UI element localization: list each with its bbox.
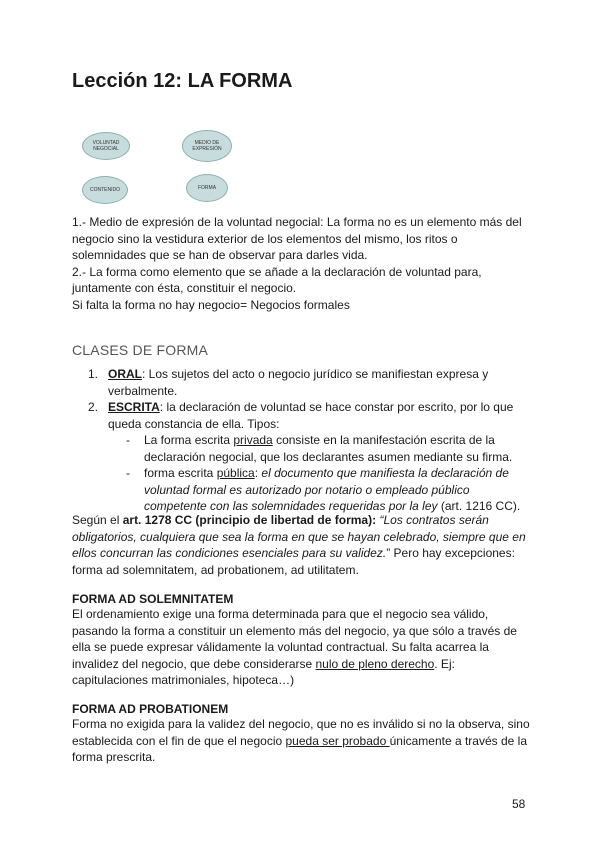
concept-diagram — [78, 128, 258, 212]
probationem-paragraph — [72, 716, 532, 766]
underlined-term: pública — [216, 466, 255, 480]
sub-text: La forma escrita — [144, 433, 234, 447]
sub-item-privada — [72, 432, 532, 465]
sub-dash: - — [126, 466, 130, 480]
list-item-oral — [72, 366, 532, 399]
sub-text: consiste en la manifestación escrita de la declaración negocial, que los declarantes asumen mediante su firma. — [144, 433, 513, 464]
list-item-escrita — [72, 399, 532, 432]
segun-text: Según el — [72, 513, 123, 527]
solemnitatem-paragraph — [72, 606, 532, 689]
diagram-bubble-voluntad: VOLUNTAD NEGOCIAL — [82, 132, 130, 160]
heading-solemnitatem: FORMA AD SOLEMNITATEM — [72, 592, 234, 606]
paragraph-text: . Ej: capitulaciones matrimoniales, hipoteca…) — [72, 656, 455, 687]
article-quote: “Los contratos serán obligatorios, cualquiera que sea la forma en que se hayan celebrado, siempre que en ellos concurran las condiciones esenciales para su validez. — [72, 513, 526, 560]
list-text: : Los sujetos del acto o negocio jurídico se manifiestan expresa y verbalmente. — [108, 367, 489, 398]
list-text: : la declaración de voluntad se hace constar por escrito, por lo que queda constancia de ella. Tipos: — [108, 400, 514, 431]
sub-text: (art. 1216 CC). — [437, 499, 521, 513]
segun-text: ” Pero hay excepciones: forma ad solemnitatem, ad probationem, ad utilitatem. — [72, 546, 515, 577]
underlined-term: pueda ser probado — [285, 733, 390, 748]
intro-section — [72, 214, 532, 313]
sub-text: forma escrita — [144, 466, 217, 480]
list-number: 2. — [88, 400, 99, 414]
sub-dash: - — [126, 433, 130, 447]
page-number: 58 — [512, 797, 526, 811]
intro-paragraph-3: Si falta la forma no hay negocio= Negocios formales — [72, 297, 350, 312]
paragraph-text: únicamente a través de la forma prescrita. — [72, 733, 528, 764]
section-heading-clases: CLASES DE FORMA — [72, 342, 209, 358]
diagram-bubble-contenido: CONTENIDO — [82, 176, 128, 204]
underlined-term: privada — [233, 433, 273, 447]
intro-paragraph-1: 1.- Medio de expresión de la voluntad negocial: La forma no es un elemento más del negocio sino la vestidura exterior de los elementos del mismo, los ritos o solemnidades que se han de observar para darles vida. — [72, 215, 522, 262]
sub-item-publica — [72, 465, 532, 515]
list-label: ORAL — [108, 367, 142, 381]
heading-probationem: FORMA AD PROBATIONEM — [72, 702, 229, 716]
diagram-bubble-medio: MEDIO DE EXPRESIÓN — [182, 130, 232, 162]
list-number: 1. — [88, 367, 99, 381]
page-title: Lección 12: LA FORMA — [72, 70, 293, 92]
list-label: ESCRITA — [108, 400, 160, 414]
article-reference: art. 1278 CC (principio de libertad de forma): — [122, 513, 377, 527]
clases-list — [72, 366, 532, 515]
paragraph-text: Forma no exigida para la validez del negocio, que no es inválido si no la observa, sino establecida con el fin de que el negocio — [72, 717, 530, 748]
diagram-bubble-forma: FORMA — [186, 174, 228, 202]
paragraph-text: El ordenamiento exige una forma determinada para que el negocio sea válido, pasando la forma a constituir un elemento más del negocio, ya que sólo a través de ella se puede expresar válidamente la voluntad contractual. Su falta acarrea la invalidez del negocio, que debe considerarse — [72, 607, 517, 671]
segun-paragraph — [72, 512, 532, 578]
italic-definition: el documento que manifiesta la declaración de voluntad formal es autorizado por notario o empleado público competente con las solemnidades requeridas por la ley — [144, 466, 509, 513]
underlined-term: nulo de pleno derecho — [315, 656, 435, 671]
sub-text: : — [254, 466, 262, 480]
intro-paragraph-2: 2.- La forma como elemento que se añade a la declaración de voluntad para, juntamente con ésta, constituir el negocio. — [72, 264, 482, 295]
